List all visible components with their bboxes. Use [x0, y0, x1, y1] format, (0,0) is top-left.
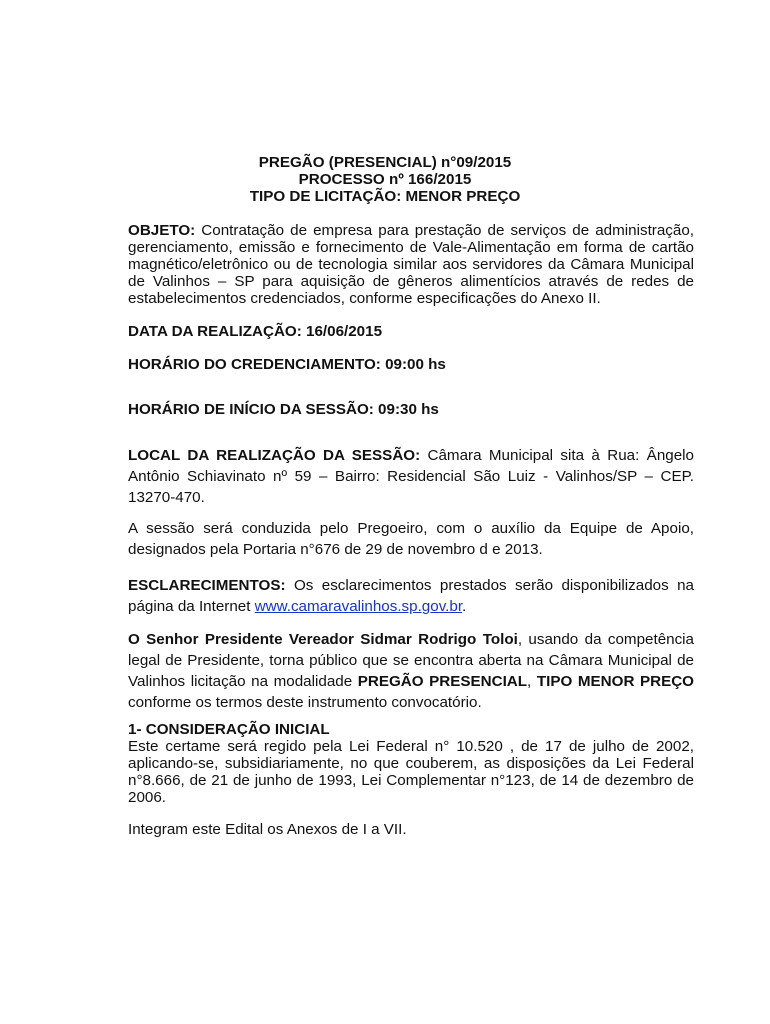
data-realizacao-text: DATA DA REALIZAÇÃO: 16/06/2015 — [128, 323, 383, 340]
horario-credenciamento — [128, 356, 694, 373]
tipo-label: TIPO MENOR PREÇO — [536, 673, 695, 690]
data-realizacao — [128, 323, 694, 340]
horario-credenciamento-text: HORÁRIO DO CREDENCIAMENTO: 09:00 hs — [128, 356, 446, 373]
objeto-label: OBJETO: — [128, 222, 196, 239]
sessao-paragraph — [128, 518, 694, 560]
pregao-title: PREGÃO (PRESENCIAL) n°09/2015 — [258, 154, 512, 171]
integram-text: Integram este Edital os Anexos de I a VII. — [128, 821, 407, 838]
presidente-name: O Senhor Presidente Vereador Sidmar Rodrigo Toloi — [128, 631, 518, 648]
sessao-text: A sessão será conduzida pelo Pregoeiro, com o auxílio da Equipe de Apoio, designados pela Portaria n°676 de 29 de novembro d e 2013. — [128, 520, 694, 558]
esclarecimentos-paragraph — [128, 575, 694, 617]
consideracao-section — [128, 721, 694, 806]
local-text: Câmara Municipal sita à Rua: Ângelo Antônio Schiavinato nº 59 – Bairro: Residencial São Luiz - Valinhos/SP – CEP. 13270-470. — [128, 447, 694, 506]
local-label: LOCAL DA REALIZAÇÃO DA SESSÃO: — [128, 447, 421, 464]
presidente-sep: , — [527, 673, 537, 690]
consideracao-title: 1- CONSIDERAÇÃO INICIAL — [128, 721, 330, 738]
processo-title: PROCESSO nº 166/2015 — [298, 171, 472, 188]
tipo-licitacao-title: TIPO DE LICITAÇÃO: MENOR PREÇO — [249, 188, 521, 205]
esclarecimentos-label: ESCLARECIMENTOS: — [128, 577, 286, 594]
esclarecimentos-end: . — [462, 598, 467, 615]
objeto-paragraph — [128, 222, 694, 307]
objeto-text: Contratação de empresa para prestação de serviços de administração, gerenciamento, emissão e fornecimento de Vale-Alimentação em forma de cartão magnético/eletrônico ou de tecnologia similar aos servidores da Câmara Municipal de Valinhos – SP para aquisição de gêneros alimentícios através de redes de estabelecimentos credenciados, conforme especificações do Anexo II. — [128, 222, 694, 307]
presidente-paragraph — [128, 629, 694, 713]
esclarecimentos-text: Os esclarecimentos prestados serão disponibilizados na página da Internet — [128, 577, 694, 615]
horario-inicio-text: HORÁRIO DE INÍCIO DA SESSÃO: 09:30 hs — [128, 401, 439, 418]
local-paragraph — [128, 445, 694, 508]
document-header — [0, 154, 770, 205]
website-link[interactable]: www.camaravalinhos.sp.gov.br — [254, 598, 463, 615]
consideracao-text: Este certame será regido pela Lei Federal n° 10.520 , de 17 de julho de 2002, aplicando-se, subsidiariamente, no que couberem, as disposições da Lei Federal n°8.666, de 21 de junho de 1993, Lei Complementar n°123, de 14 de dezembro de 2006. — [128, 738, 694, 806]
horario-inicio — [128, 401, 694, 418]
presidente-text2: conforme os termos deste instrumento convocatório. — [128, 694, 482, 711]
integram-paragraph — [128, 821, 694, 838]
modalidade-label: PREGÃO PRESENCIAL — [357, 673, 528, 690]
presidente-text1: , usando da competência legal de Presidente, torna público que se encontra aberta na Câmara Municipal de Valinhos licitação na modalidade — [128, 631, 694, 690]
